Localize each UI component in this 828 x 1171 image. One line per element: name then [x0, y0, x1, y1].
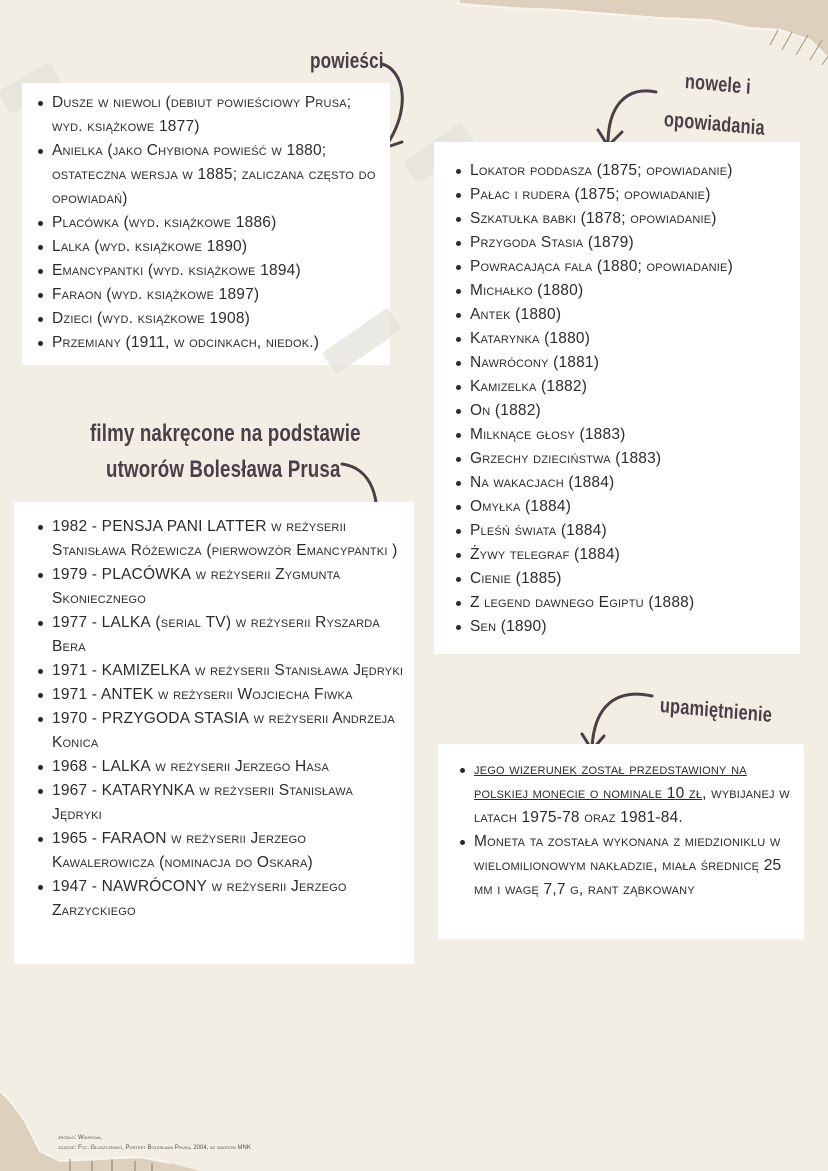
photo-credit-line: zdjęcie: Fot. Głuszczenko, Portret Bolesława Prusa, 2004, ze zbiorów MNK — [58, 1145, 251, 1151]
film-note-tv: TV — [205, 614, 226, 631]
list-item: On (1882) — [454, 399, 790, 423]
list-item — [458, 758, 790, 830]
film-item — [36, 515, 404, 563]
film-director: ) w reżyserii Ryszarda Bera — [52, 614, 380, 655]
novels-card — [22, 83, 390, 365]
list-item: Nawrócony (1881) — [454, 351, 790, 375]
coin-link-text: jego wizerunek został przedstawiony na polskiej monecie o nominale 10 zł — [474, 761, 747, 802]
film-title: KATARYNKA — [101, 782, 195, 799]
films-card — [14, 502, 414, 964]
list-item: Anielka (jako Chybiona powieść w 1880; ostateczna wersja w 1885; zaliczana często do opowiadań) — [36, 139, 378, 211]
source-credits — [58, 1133, 251, 1153]
list-item: Placówka (wyd. książkowe 1886) — [36, 211, 378, 235]
commemoration-card — [438, 744, 804, 939]
film-item — [36, 875, 404, 923]
torn-paper-decoration — [460, 0, 828, 70]
film-year: 1965 - — [52, 830, 102, 847]
list-item: Pałac i rudera (1875; opowiadanie) — [454, 183, 790, 207]
film-year: 1979 - — [52, 566, 102, 583]
film-item — [36, 755, 404, 779]
short-stories-card — [434, 142, 800, 654]
film-item — [36, 611, 404, 659]
list-item: Na wakacjach (1884) — [454, 471, 790, 495]
list-item: Katarynka (1880) — [454, 327, 790, 351]
film-title: NAWRÓCONY — [101, 878, 208, 895]
film-year: 1982 - — [52, 518, 102, 535]
film-year: 1971 - — [52, 686, 101, 703]
film-title: KAMIZELKA — [101, 662, 191, 679]
short-stories-heading-line2: opowiadania — [663, 108, 766, 140]
films-heading-line2: utworów Bolesława Prusa — [106, 456, 341, 483]
list-item: Moneta ta została wykonana z miedzioniklu w wielomilionowym nakładzie, miała średnicę 25 mm i wagę 7,7 g, rant ząbkowany — [458, 830, 790, 902]
films-list — [14, 502, 414, 923]
film-title: LALKA — [101, 614, 151, 631]
film-director: w reżyserii Stanisława Różewicza (pierwowzór Emancypantki ) — [52, 518, 398, 559]
film-title: PENSJA PANI LATTER — [101, 518, 267, 535]
film-year: 1971 - — [52, 662, 102, 679]
source-line: źródło: Wikipedia, — [58, 1135, 103, 1141]
film-item — [36, 563, 404, 611]
list-item: Dzieci (wyd. książkowe 1908) — [36, 307, 378, 331]
short-stories-heading-line1: nowele i — [684, 70, 752, 99]
list-item: Przemiany (1911, w odcinkach, niedok.) — [36, 331, 378, 355]
film-year: 1977 - — [52, 614, 102, 631]
film-title: PLACÓWKA — [101, 566, 192, 583]
film-title: FARAON — [101, 830, 167, 847]
list-item: Żywy telegraf (1884) — [454, 543, 790, 567]
list-item: Michałko (1880) — [454, 279, 790, 303]
list-item: Milknące głosy (1883) — [454, 423, 790, 447]
list-item: Kamizelka (1882) — [454, 375, 790, 399]
list-item: Sen (1890) — [454, 615, 790, 639]
list-item: Dusze w niewoli (debiut powieściowy Prusa; wyd. książkowe 1877) — [36, 91, 378, 139]
list-item: Lalka (wyd. książkowe 1890) — [36, 235, 378, 259]
short-stories-list — [434, 142, 800, 639]
list-item: Lokator poddasza (1875; opowiadanie) — [454, 159, 790, 183]
list-item: Faraon (wyd. książkowe 1897) — [36, 283, 378, 307]
film-item — [36, 683, 404, 707]
list-item: Omyłka (1884) — [454, 495, 790, 519]
list-item: Cienie (1885) — [454, 567, 790, 591]
film-item — [36, 827, 404, 875]
novels-list — [22, 83, 390, 355]
torn-paper-decoration-bottom — [0, 1091, 200, 1171]
film-item — [36, 659, 404, 683]
film-title: PRZYGODA STASIA — [101, 710, 250, 727]
list-item: Szkatułka babki (1878; opowiadanie) — [454, 207, 790, 231]
films-heading-line1: filmy nakręcone na podstawie — [90, 420, 361, 447]
coin-text: , wybijanej w latach 1975-78 oraz 1981-84. — [474, 785, 790, 826]
list-item: Emancypantki (wyd. książkowe 1894) — [36, 259, 378, 283]
film-director: w reżyserii Jerzego Zarzyckiego — [52, 878, 347, 919]
film-year: 1947 - — [52, 878, 102, 895]
film-title: ANTEK — [100, 686, 154, 703]
film-director: w reżyserii Wojciecha Fiwka — [153, 686, 353, 703]
list-item: Z legend dawnego Egiptu (1888) — [454, 591, 790, 615]
list-item: Antek (1880) — [454, 303, 790, 327]
film-year: 1967 - — [52, 782, 102, 799]
film-note: (serial — [150, 614, 206, 631]
list-item: Pleśń świata (1884) — [454, 519, 790, 543]
film-director: w reżyserii Stanisława Jędryki — [52, 782, 354, 823]
film-item — [36, 779, 404, 827]
commemoration-list — [438, 744, 804, 902]
commemoration-heading: upamiętnienie — [659, 694, 773, 728]
film-title: LALKA — [101, 758, 151, 775]
film-item — [36, 707, 404, 755]
film-director: w reżyserii Andrzeja Konica — [52, 710, 395, 751]
film-director: w reżyserii Zygmunta Skoniecznego — [52, 566, 341, 607]
film-director: w reżyserii Stanisława Jędryki — [190, 662, 404, 679]
film-year: 1970 - — [52, 710, 102, 727]
list-item: Przygoda Stasia (1879) — [454, 231, 790, 255]
film-director: w reżyserii Jerzego Kawalerowicza (nominacja do Oskara) — [52, 830, 313, 871]
film-year: 1968 - — [52, 758, 102, 775]
list-item: Powracająca fala (1880; opowiadanie) — [454, 255, 790, 279]
novels-heading: powieści — [310, 48, 384, 73]
list-item: Grzechy dzieciństwa (1883) — [454, 447, 790, 471]
film-director: w reżyserii Jerzego Hasa — [150, 758, 330, 775]
